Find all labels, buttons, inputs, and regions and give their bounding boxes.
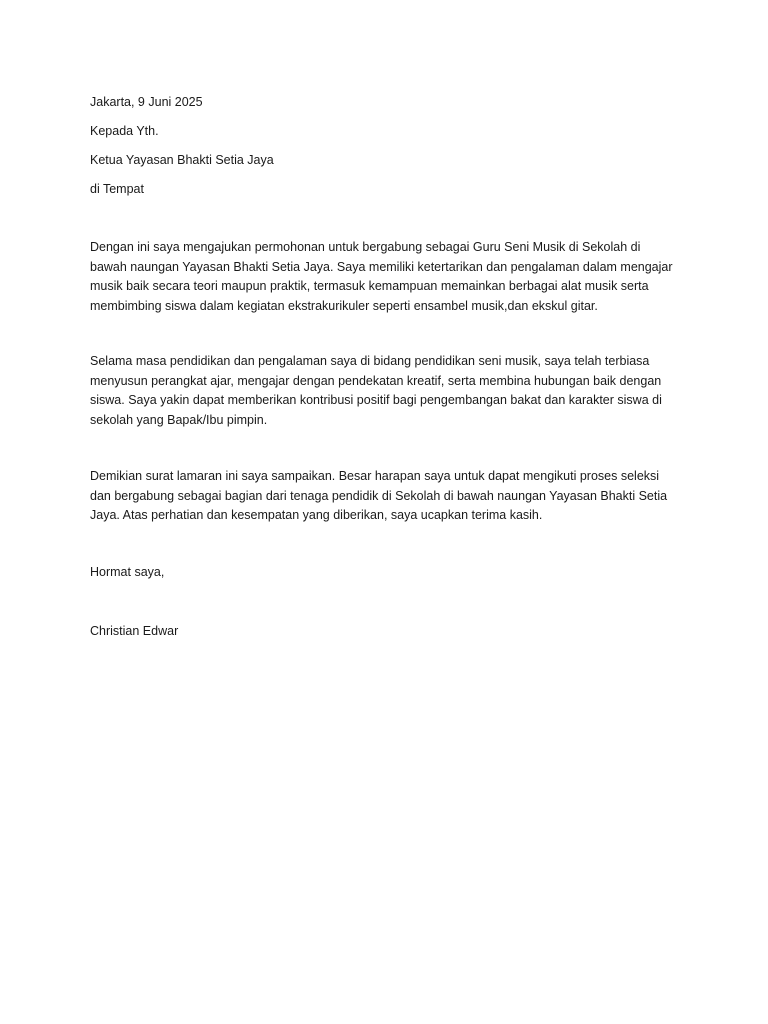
paragraph-line: membimbing siswa dalam kegiatan ekstrakurikuler seperti ensambel musik,dan ekskul gitar. [90, 298, 598, 313]
body-paragraph-2 [90, 352, 690, 430]
recipient-place: di Tempat [90, 182, 144, 196]
paragraph-line: bawah naungan Yayasan Bhakti Setia Jaya. Saya memiliki ketertarikan dan pengalaman dalam mengajar [90, 259, 673, 274]
recipient-name: Ketua Yayasan Bhakti Setia Jaya [90, 153, 274, 167]
paragraph-line: menyusun perangkat ajar, mengajar dengan pendekatan kreatif, serta membina hubungan baik dengan [90, 373, 662, 388]
paragraph-line: Dengan ini saya mengajukan permohonan untuk bergabung sebagai Guru Seni Musik di Sekolah di [90, 240, 641, 254]
date-line: Jakarta, 9 Juni 2025 [90, 95, 203, 109]
paragraph-line: Selama masa pendidikan dan pengalaman saya di bidang pendidikan seni musik, saya telah terbiasa [90, 354, 650, 368]
paragraph-line: musik baik secara teori maupun praktik, termasuk kemampuan memainkan berbagai alat musik serta [90, 279, 649, 293]
paragraph-line: Jaya. Atas perhatian dan kesempatan yang diberikan, saya ucapkan terima kasih. [90, 508, 543, 522]
paragraph-line: sekolah yang Bapak/Ibu pimpin. [90, 412, 268, 427]
body-paragraph-1 [90, 238, 690, 316]
closing-line: Hormat saya, [90, 565, 165, 579]
paragraph-line: Demikian surat lamaran ini saya sampaikan. Besar harapan saya untuk dapat mengikuti proses seleksi [90, 469, 660, 483]
paragraph-line: dan bergabung sebagai bagian dari tenaga pendidik di Sekolah di bawah naungan Yayasan Bhakti Setia [90, 488, 668, 503]
recipient-salutation: Kepada Yth. [90, 124, 159, 138]
body-paragraph-3 [90, 467, 690, 526]
paragraph-line: siswa. Saya yakin dapat memberikan kontribusi positif bagi pengembangan bakat dan karakter siswa di [90, 393, 662, 407]
signature-name: Christian Edwar [90, 624, 179, 638]
